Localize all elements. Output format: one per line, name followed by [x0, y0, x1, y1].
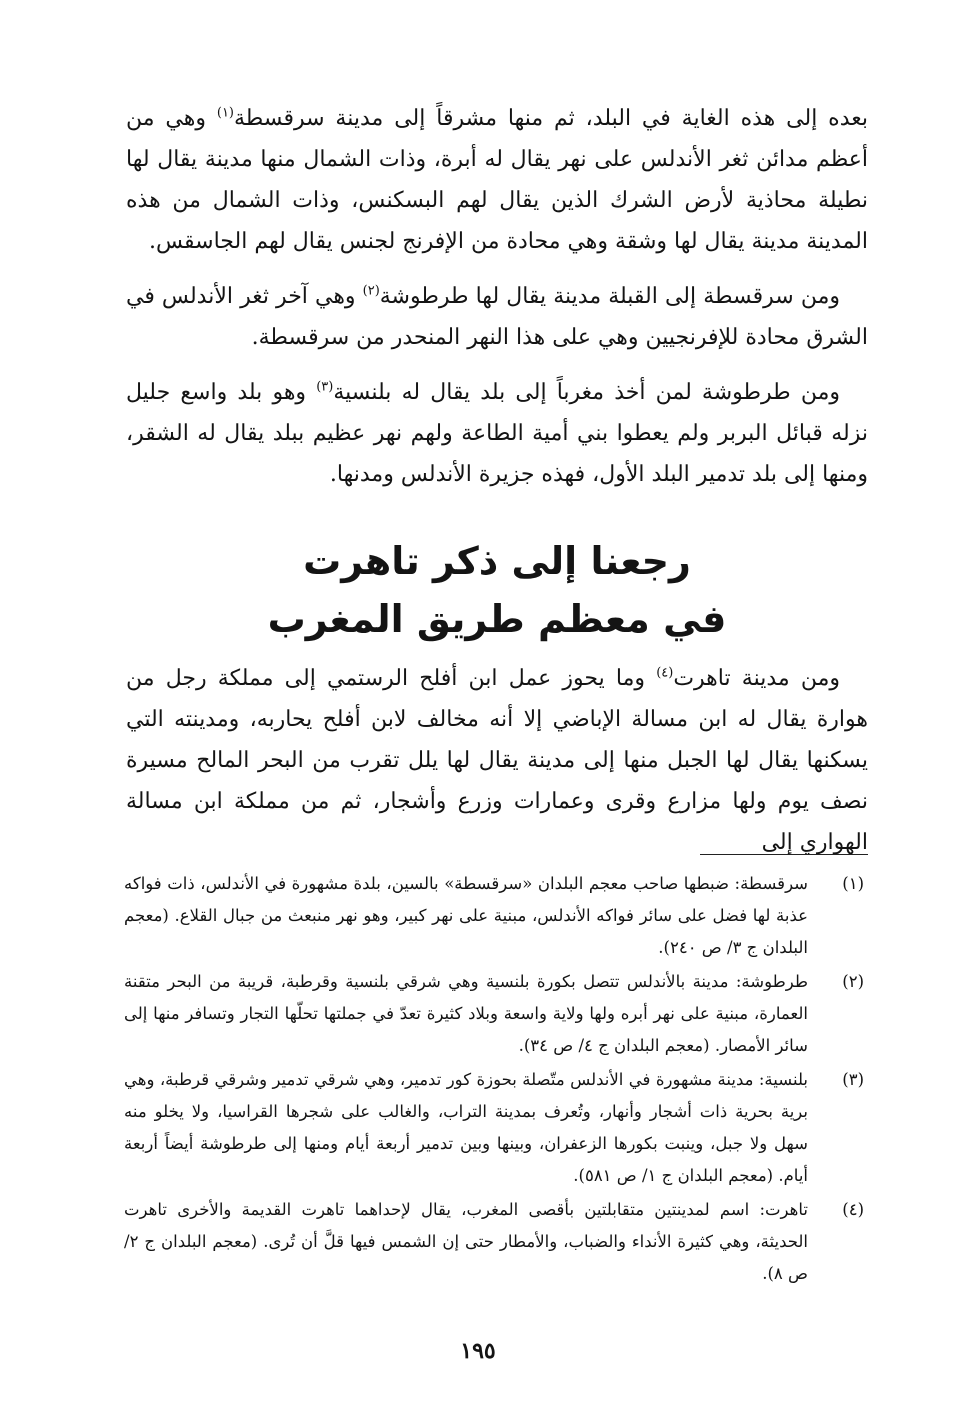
footnote-number: (٤): [842, 1200, 864, 1219]
paragraph-1-text-b: وهي من أعظم مدائن ثغر الأندلس على نهر يقال له أبرة، وذات الشمال منها مدينة يقال لها نطيلة محاذية لأرض الشرك الذين يقال لهم البسكنس، وذات الشمال من هذه المدينة مدينة يقال لها وشقة وهي محادة من الإفرنج لجنس يقال لهم الجاسقس.: [126, 106, 868, 254]
section-heading: [126, 532, 868, 648]
footnotes: [124, 868, 868, 1292]
page-number: ١٩٥: [460, 1338, 496, 1364]
paragraph-1: [126, 98, 868, 262]
main-text: [126, 98, 868, 509]
paragraph-1-text-a: بعده إلى هذه الغاية في البلد، ثم منها مشرقاً إلى مدينة سرقسطة: [234, 106, 868, 131]
footnote-number: (٢): [842, 972, 864, 991]
heading-line-2: في معظم طريق المغرب: [267, 597, 727, 641]
paragraph-4-text-b: وما يحوز عمل ابن أفلح الرستمي إلى مملكة رجل من هوارة يقال له ابن مسالة الإباضي إلا أنه مخالف لابن أفلح يحاربه، ومدينته التي يسكنها يقال لها الجبل منها إلى مدينة يقال لها يلل تقرب من البحر المالح مسيرة نصف يوم ولها مزارع وقرى وعمارات وزرع وأشجار، ثم من مملكة ابن مسالة الهواري إلى: [126, 666, 869, 855]
footnote-ref-1: (١): [216, 105, 234, 121]
paragraph-4-text-a: ومن مدينة تاهرت: [673, 666, 841, 691]
footnote-4: [124, 1194, 868, 1290]
footnote-ref-2: (٢): [362, 283, 380, 299]
heading-line-1: رجعنا إلى ذكر تاهرت: [303, 539, 691, 583]
footnote-number: (٣): [842, 1070, 864, 1089]
footnote-ref-4: (٤): [656, 665, 674, 681]
footnote-number: (١): [842, 874, 864, 893]
paragraph-3-text-b: وهو بلد واسع جليل نزله قبائل البربر ولم يعطوا بني أمية الطاعة ولهم نهر عظيم ببلد يقال له الشقر، ومنها إلى بلد تدمير البلد الأول، فهذه جزيرة الأندلس ومدنها.: [126, 380, 868, 487]
footnote-text: طرطوشة: مدينة بالأندلس تتصل بكورة بلنسية وهي شرقي بلنسية وقرطبة، قريبة من البحر متقنة العمارة، مبنية على نهر أبره ولها ولاية واسعة وبلاد كثيرة تعدّ في جملتها تحلّها التجار وتسافر منها إلى سائر الأمصار. (معجم البلدان ج ٤/ ص ٣٤).: [124, 972, 808, 1055]
paragraph-2-text-a: ومن سرقسطة إلى القبلة مدينة يقال لها طرطوشة: [379, 284, 840, 309]
footnote-ref-3: (٣): [316, 379, 334, 395]
footnote-3: [124, 1064, 868, 1192]
paragraph-4: [126, 658, 868, 863]
paragraph-3-text-a: ومن طرطوشة لمن أخذ مغرباً إلى بلد يقال له بلنسية: [333, 380, 840, 405]
paragraph-2-text-b: وهي آخر ثغر الأندلس في الشرق محادة للإفرنجيين وهي على هذا النهر المنحدر من سرقسطة.: [126, 284, 868, 350]
footnote-2: [124, 966, 868, 1062]
footnote-1: [124, 868, 868, 964]
section-text: [126, 658, 868, 863]
footnote-text: سرقسطة: ضبطها صاحب معجم البلدان «سرقسطة» بالسين، بلدة مشهورة في الأندلس، ذات فواكه عذبة لها فضل على سائر فواكه الأندلس، مبنية على نهر كبير، وهو نهر منبعث من جبال القلاع. (معجم البلدان ج ٣/ ص ٢٤٠).: [124, 874, 808, 957]
footnote-text: بلنسية: مدينة مشهورة في الأندلس متّصلة بحوزة كور تدمير، وهي شرقي تدمير وشرقي قرطبة، وهي برية بحرية ذات أشجار وأنهار، وتُعرف بمدينة التراب، والغالب على شجرها القراسيا، ولا يخلو منه سهل ولا جبل، وينبت بكورها الزعفران، وبينها وبين تدمير أربعة أيام ومنها إلى طرطوشة أيضاً أربعة أيام. (معجم البلدان ج ١/ ص ٥٨١).: [124, 1070, 808, 1185]
paragraph-3: [126, 372, 868, 495]
footnote-text: تاهرت: اسم لمدينتين متقابلتين بأقصى المغرب، يقال لإحداهما تاهرت القديمة والأخرى تاهرت الحديثة، وهي كثيرة الأنداء والضباب، والأمطار حتى إن الشمس فيها قلَّ أن تُرى. (معجم البلدان ج ٢/ ص ٨).: [124, 1200, 808, 1283]
paragraph-2: [126, 276, 868, 358]
footnote-separator: [700, 854, 868, 855]
